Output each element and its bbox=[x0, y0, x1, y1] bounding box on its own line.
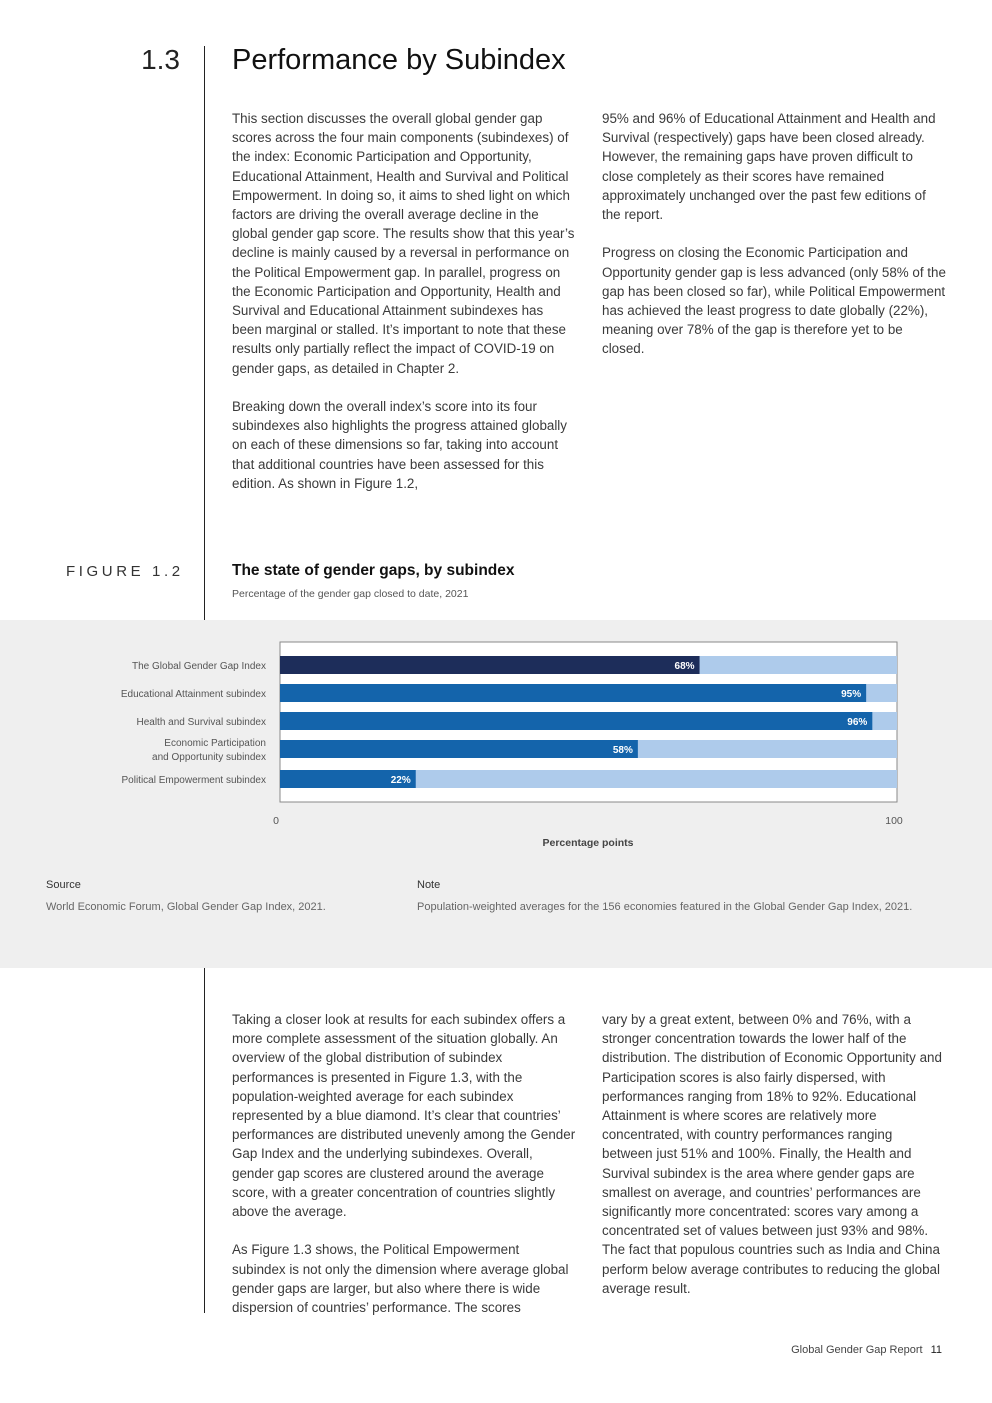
note-text: Population-weighted averages for the 156 economies featured in the Global Gender Gap Index, 2021. bbox=[417, 901, 913, 913]
category-label-line: Economic Participation bbox=[164, 738, 266, 749]
body-left-column bbox=[232, 1010, 576, 1317]
data-label: 68% bbox=[674, 661, 695, 672]
x-tick-label: 0 bbox=[273, 815, 279, 827]
category-label-line: and Opportunity subindex bbox=[152, 752, 266, 763]
x-axis-label: Percentage points bbox=[542, 837, 634, 849]
paragraph: Breaking down the overall index’s score into its four subindexes also highlights the progress attained globally on each of these dimensions so far, taking into account that additional countries have been assessed for this edition. As shown in Figure 1.2, bbox=[232, 399, 567, 491]
section-number: 1.3 bbox=[141, 44, 180, 75]
bar bbox=[280, 712, 872, 730]
category-label bbox=[121, 775, 266, 786]
paragraph: vary by a great extent, between 0% and 76%, with a stronger concentration towards the lower half of the distribution. The distribution of Economic Opportunity and Participation scores is also fairly dispersed, with performances ranging from 18% to 92%. Educational Attainment is where scores are relatively more concentrated, with country performances ranging between just 51% and 100%. Finally, the Health and Survival subindex is the area where gender gaps are smallest on average, and countries’ performances are significantly more concentrated: scores vary among a concentrated set of values between just 93% and 98%. The fact that populous countries such as India and China perform below average contributes to reducing the global average result. bbox=[602, 1012, 942, 1296]
bar bbox=[280, 684, 866, 702]
paragraph: Taking a closer look at results for each subindex offers a more complete assessment of the situation globally. An overview of the global distribution of subindex performances is presented in Figure 1.3, with the population-weighted average for each subindex represented by a blue diamond. It’s clear that countries’ performances are distributed unevenly among the Gender Gap Index and the underlying subindexes. Overall, gender gap scores are clustered around the average score, with a greater concentration of countries slightly above the average. bbox=[232, 1012, 576, 1220]
data-label: 96% bbox=[847, 717, 868, 728]
footer-report-title: Global Gender Gap Report bbox=[791, 1344, 923, 1356]
data-label: 58% bbox=[612, 745, 633, 756]
category-label bbox=[152, 738, 266, 763]
category-label-line: Educational Attainment subindex bbox=[120, 689, 266, 700]
category-label bbox=[132, 661, 266, 672]
source-text: World Economic Forum, Global Gender Gap Index, 2021. bbox=[46, 901, 326, 913]
figure-label: FIGURE 1.2 bbox=[66, 563, 184, 580]
section-title: Performance by Subindex bbox=[232, 44, 566, 76]
paragraph: This section discusses the overall global gender gap scores across the four main components (subindexes) of the index: Economic Participation and Opportunity, Educational Attainment, Health and Survival and Political Empowerment. In doing so, it aims to shed light on which factors are driving the overall average decline in the global gender gap score. The results show that this year’s decline is mainly caused by a reversal in performance on the Political Empowerment gap. In parallel, progress on the Economic Participation and Opportunity, Health and Survival and Educational Attainment subindexes has been marginal or stalled. It’s important to note that these results only partially reflect the impact of COVID-19 on gender gaps, as detailed in Chapter 2. bbox=[232, 111, 575, 376]
paragraph: As Figure 1.3 shows, the Political Empowerment subindex is not only the dimension where average global gender gaps are larger, but also where there is wide dispersion of countries’ performance. The scores bbox=[232, 1242, 569, 1316]
paragraph: Progress on closing the Economic Participation and Opportunity gender gap is less advanced (only 58% of the gap has been closed so far), while Political Empowerment has achieved the least progress to date globally (22%), meaning over 78% of the gap is therefore yet to be closed. bbox=[602, 245, 946, 357]
category-label-line: The Global Gender Gap Index bbox=[132, 661, 266, 672]
note-heading: Note bbox=[417, 879, 441, 891]
data-label: 22% bbox=[390, 775, 411, 786]
page-footer bbox=[791, 1344, 942, 1356]
intro-right-column bbox=[602, 109, 946, 359]
x-tick-label: 100 bbox=[885, 815, 903, 827]
category-label-line: Political Empowerment subindex bbox=[121, 775, 266, 786]
paragraph: 95% and 96% of Educational Attainment and Health and Survival (respectively) gaps have been closed already. However, the remaining gaps have proven difficult to close completely as their scores have remained approximately unchanged over the past few editions of the report. bbox=[602, 111, 936, 223]
category-label-line: Health and Survival subindex bbox=[136, 717, 266, 728]
figure-title: The state of gender gaps, by subindex bbox=[232, 562, 515, 579]
bar bbox=[280, 740, 638, 758]
data-label: 95% bbox=[841, 689, 862, 700]
category-label bbox=[121, 689, 266, 700]
source-heading: Source bbox=[46, 879, 81, 891]
category-label bbox=[136, 717, 266, 728]
page-number: 11 bbox=[930, 1344, 942, 1356]
section-divider-line-lower bbox=[204, 968, 205, 1313]
intro-left-column bbox=[232, 109, 576, 493]
subindex-bar-chart bbox=[0, 620, 992, 860]
body-right-column bbox=[602, 1010, 946, 1298]
figure-subtitle: Percentage of the gender gap closed to date, 2021 bbox=[232, 588, 469, 600]
bar bbox=[280, 656, 700, 674]
section-divider-line bbox=[204, 46, 205, 620]
